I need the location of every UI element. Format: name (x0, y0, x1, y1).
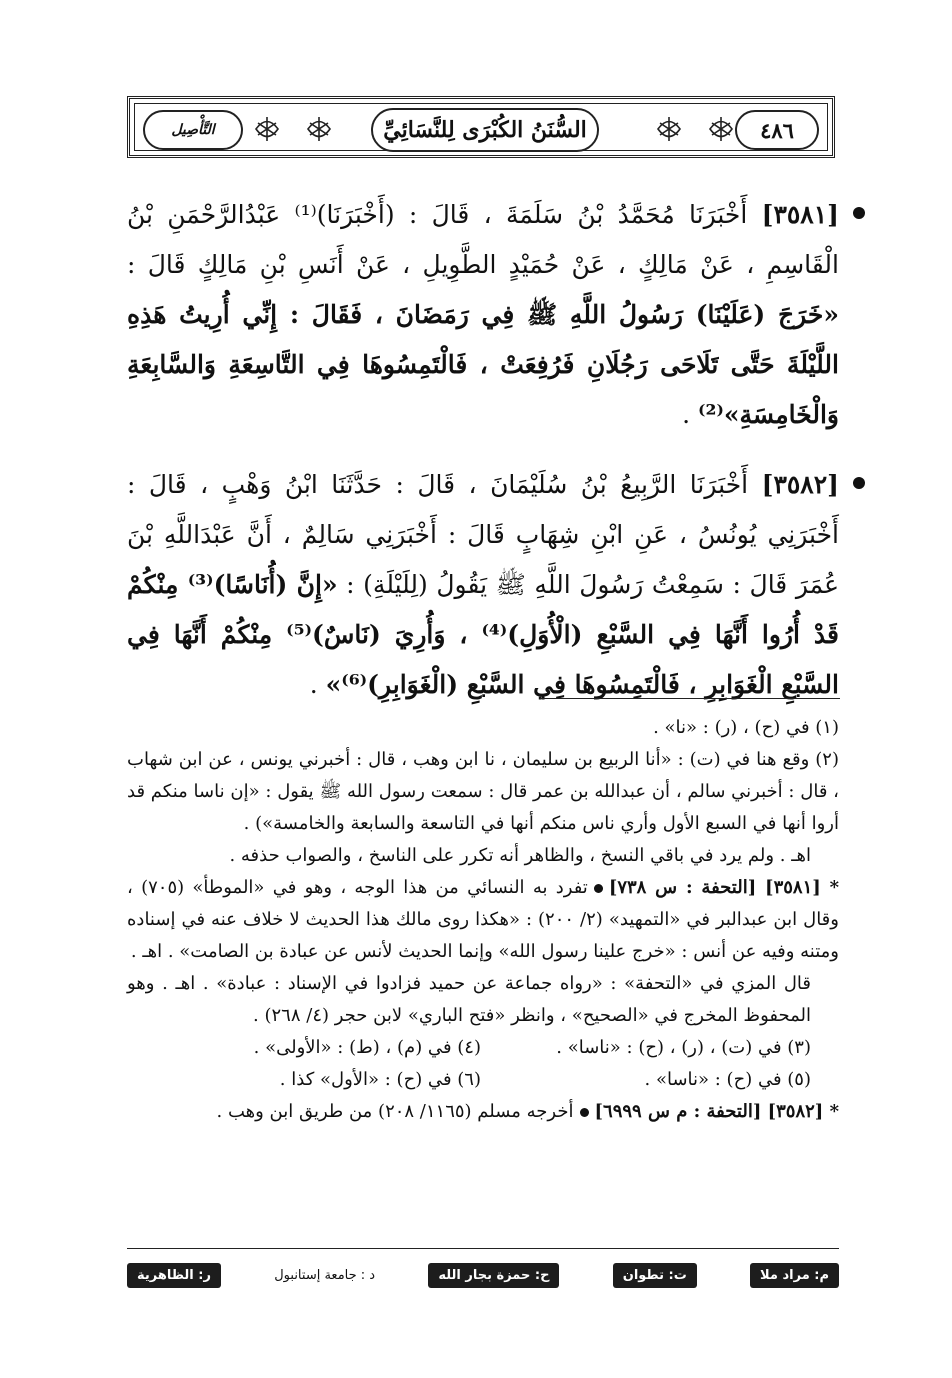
takhrij-3581 (127, 872, 839, 968)
takhrij-body: تفرد به النسائي من هذا الوجه ، وهو في «الموطأ» (٧٠٥) ، وقال ابن عبدالبر في «التمهيد» (٢/ ٢٠٠) : «هكذا روى مالك هذا الحديث لا خلاف عنه في إسناده ومتنه وفيه عن أنس : «خرج علينا رسول الله» وإنما الحديث لأنس عن عبادة بن الصامت» . اهـ . (127, 877, 839, 962)
header-frame (134, 103, 828, 151)
manuscript-tag-h: ح: حمزة بجار الله (428, 1263, 559, 1288)
hadith-number: [٣٥٨٢] (761, 470, 839, 499)
hadith-end: . (309, 670, 326, 699)
footnote-6: (٦) في (ح) : «الأول» كذا . (279, 1069, 481, 1090)
knot-ornament-icon (305, 114, 333, 144)
hadith-isnad: أَخْبَرَنَا مُحَمَّدُ بْنُ سَلَمَةَ ، قَالَ : (أَخْبَرَنَا)⁽¹⁾ عَبْدُالرَّحْمَنِ بْنُ الْقَاسِمِ ، عَنْ مَالِكٍ ، عَنْ حُمَيْدٍ الطَّوِيلِ ، عَنْ أَنَسِ بْنِ مَالِكٍ قَالَ : (127, 200, 839, 279)
page-header (127, 96, 835, 158)
footnote-3: (٣) في (ت) ، (ر) ، (ح) : «ناسا» . (556, 1037, 811, 1058)
main-text (127, 190, 839, 730)
takhrij-3582 (127, 1096, 839, 1128)
footnote-2-cont: اهـ . ولم يرد في باقي النسخ ، والظاهر أنه تكرر على الناسخ ، والصواب حذفه . (229, 845, 811, 866)
knot-ornament-icon (707, 114, 735, 144)
footnote-separator (540, 698, 840, 699)
publisher-logo (143, 110, 243, 150)
bullet-icon (580, 1108, 589, 1117)
bullet-icon (853, 477, 865, 489)
hadith-number: [٣٥٨١] (761, 200, 840, 229)
hadith-matn: «إِنَّ (أُنَاسًا)⁽³⁾ مِنْكُمْ قَدْ أُرُوا أَنَّهَا فِي السَّبْعِ (الْأُوَلِ)⁽⁴⁾ ، وَأُرِيَ (نَاسٌ)⁽⁵⁾ مِنْكُمْ أَنَّهَا فِي السَّبْعِ الْغَوَابِرِ ، فَالْتَمِسُوهَا فِي السَّبْعِ (الْغَوَابِرِ)⁽⁶⁾» (127, 570, 839, 699)
knot-ornament-icon (253, 114, 281, 144)
manuscript-tag-d: د : جامعة إستانبول (274, 1267, 376, 1283)
hadith-end: . (682, 400, 699, 429)
footer-separator (127, 1248, 839, 1249)
takhrij-head: * [٣٥٨٢] [التحفة : م س ٦٩٩٩] (594, 1101, 839, 1122)
manuscript-tag-t: ت: تطوان (613, 1263, 697, 1288)
book-title: السُّنَنُ الكُبْرَى لِلنَّسَائِيِّ (383, 117, 587, 143)
footnote-4: (٤) في (م) ، (ط) : «الأولى» . (253, 1037, 481, 1058)
footnote-1: (١) في (ح) ، (ر) : «نا» . (653, 717, 839, 738)
page-number: ٤٨٦ (760, 117, 794, 143)
bullet-icon (594, 884, 603, 893)
mizzi-note: قال المزي في «التحفة» : «رواه جماعة عن حميد فزادوا في الإسناد : عبادة» . اهـ . وهو المحفوظ المخرج في «الصحيح» ، وانظر «فتح الباري» لابن حجر (٤/ ٢٦٨) . (127, 973, 811, 1026)
manuscript-legend (127, 1260, 839, 1290)
hadith-isnad: أَخْبَرَنَا الرَّبِيعُ بْنُ سُلَيْمَانَ ، قَالَ : حَدَّثَنَا ابْنُ وَهْبٍ ، قَالَ : أَخْبَرَنِي يُونُسُ ، عَنِ ابْنِ شِهَابٍ قَالَ : أَخْبَرَنِي سَالِمٌ ، أَنَّ عَبْدَاللَّهِ بْنَ عُمَرَ قَالَ : سَمِعْتُ رَسُولَ اللَّهِ ﷺ يَقُولُ (لِلَيْلَةِ) : (127, 470, 840, 599)
hadith-matn: «خَرَجَ (عَلَيْنَا) رَسُولُ اللَّهِ ﷺ فِي رَمَضَانَ ، فَقَالَ : إِنِّي أُرِيتُ هَذِهِ اللَّيْلَةَ حَتَّى تَلَاحَى رَجُلَانِ فَرُفِعَتْ ، فَالْتَمِسُوهَا فِي التَّاسِعَةِ وَالسَّابِعَةِ وَالْخَامِسَةِ»⁽²⁾ (127, 300, 839, 429)
hadith-3581 (127, 190, 839, 440)
bullet-icon (853, 207, 865, 219)
page-number-cartouche (735, 110, 819, 150)
takhrij-body: أخرجه مسلم (١١٦٥/ ٢٠٨) من طريق ابن وهب . (216, 1101, 574, 1122)
footnote-5: (٥) في (ح) : «ناسا» . (644, 1069, 811, 1090)
footnotes-3-4 (127, 1032, 839, 1064)
manuscript-tag-m: م: مراد ملا (750, 1263, 839, 1288)
hadith-3582 (127, 460, 839, 710)
takhrij-head: * [٣٥٨١] [التحفة : س ٧٣٨] (608, 877, 839, 898)
header-title-cartouche (371, 108, 599, 152)
footnote-2: (٢) وقع هنا في (ت) : «أنا الربيع بن سليمان ، نا ابن وهب ، قال : أخبرني يونس ، عن ابن شهاب ، قال : أخبرني سالم ، أن عبدالله بن عمر قال : سمعت رسول الله ﷺ يقول : «إن ناسا منكم قد أروا أنها في السبع الأول وأري ناس منكم أنها في التاسعة والسابعة والخامسة») . (127, 749, 839, 834)
footnotes-5-6 (127, 1064, 839, 1096)
knot-ornament-icon (655, 114, 683, 144)
manuscript-tag-r: ر: الظاهرية (127, 1263, 221, 1288)
footnotes (127, 712, 839, 1128)
logo-text: التَّأْصِيل (171, 122, 215, 138)
